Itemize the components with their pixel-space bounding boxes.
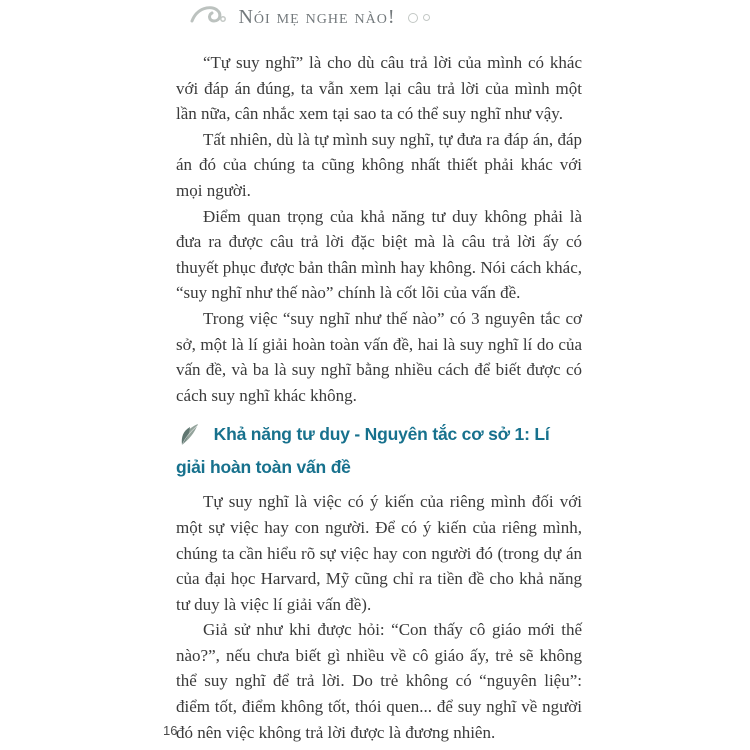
paragraph-1: “Tự suy nghĩ” là cho dù câu trả lời của mình có khác với đáp án đúng, ta vẫn xem lại câu trả lời của mình một lần nữa, cân nhắc xem tại sao ta có thể suy nghĩ như vậy. xyxy=(176,53,582,124)
leaf-icon xyxy=(176,421,204,454)
paragraph-4: Trong việc “suy nghĩ như thế nào” có 3 nguyên tắc cơ sở, một là lí giải hoàn toàn vấn đề, hai là suy nghĩ lí do của vấn đề, và ba là suy nghĩ bằng nhiều cách để biết được có cách suy nghĩ khác không. xyxy=(176,308,582,405)
swirl-icon xyxy=(190,4,226,31)
paragraph-5: Tự suy nghĩ là việc có ý kiến của riêng mình đối với một sự việc hay con người. Để có ý kiến của riêng mình, chúng ta cần hiểu rõ sự việc hay con người đó (trong dự án của đại học Harvard, Mỹ cũng chỉ ra tiền đề cho khả năng tư duy là việc lí giải vấn đề). xyxy=(176,492,582,614)
section-heading xyxy=(176,421,582,480)
running-title: Nói mẹ nghe nào! xyxy=(238,6,396,28)
paragraph-6: Giả sử như khi được hỏi: “Con thấy cô giáo mới thế nào?”, nếu chưa biết gì nhiều về cô giáo ấy, trẻ sẽ không thể suy nghĩ để trả lời. Do trẻ không có “nguyên liệu”: điểm tốt, điểm không tốt, thói quen... để suy nghĩ về người đó nên việc không trả lời được là đương nhiên. xyxy=(176,620,582,742)
page-footer xyxy=(163,722,177,740)
paragraph-2: Tất nhiên, dù là tự mình suy nghĩ, tự đưa ra đáp án, đáp án đó của chúng ta cũng không nhất thiết phải khác với mọi người. xyxy=(176,129,582,200)
text-block xyxy=(176,50,582,745)
section-heading-text: Khả năng tư duy - Nguyên tắc cơ sở 1: Lí giải hoàn toàn vấn đề xyxy=(176,424,550,478)
page-number: 16 xyxy=(163,723,178,738)
circles-decoration-icon xyxy=(408,13,430,23)
page-header xyxy=(120,4,500,31)
paragraph-3: Điểm quan trọng của khả năng tư duy không phải là đưa ra được câu trả lời đặc biệt mà là câu trả lời ấy có thuyết phục được bản thân mình hay không. Nói cách khác, “suy nghĩ như thế nào” chính là cốt lõi của vấn đề. xyxy=(176,206,582,303)
